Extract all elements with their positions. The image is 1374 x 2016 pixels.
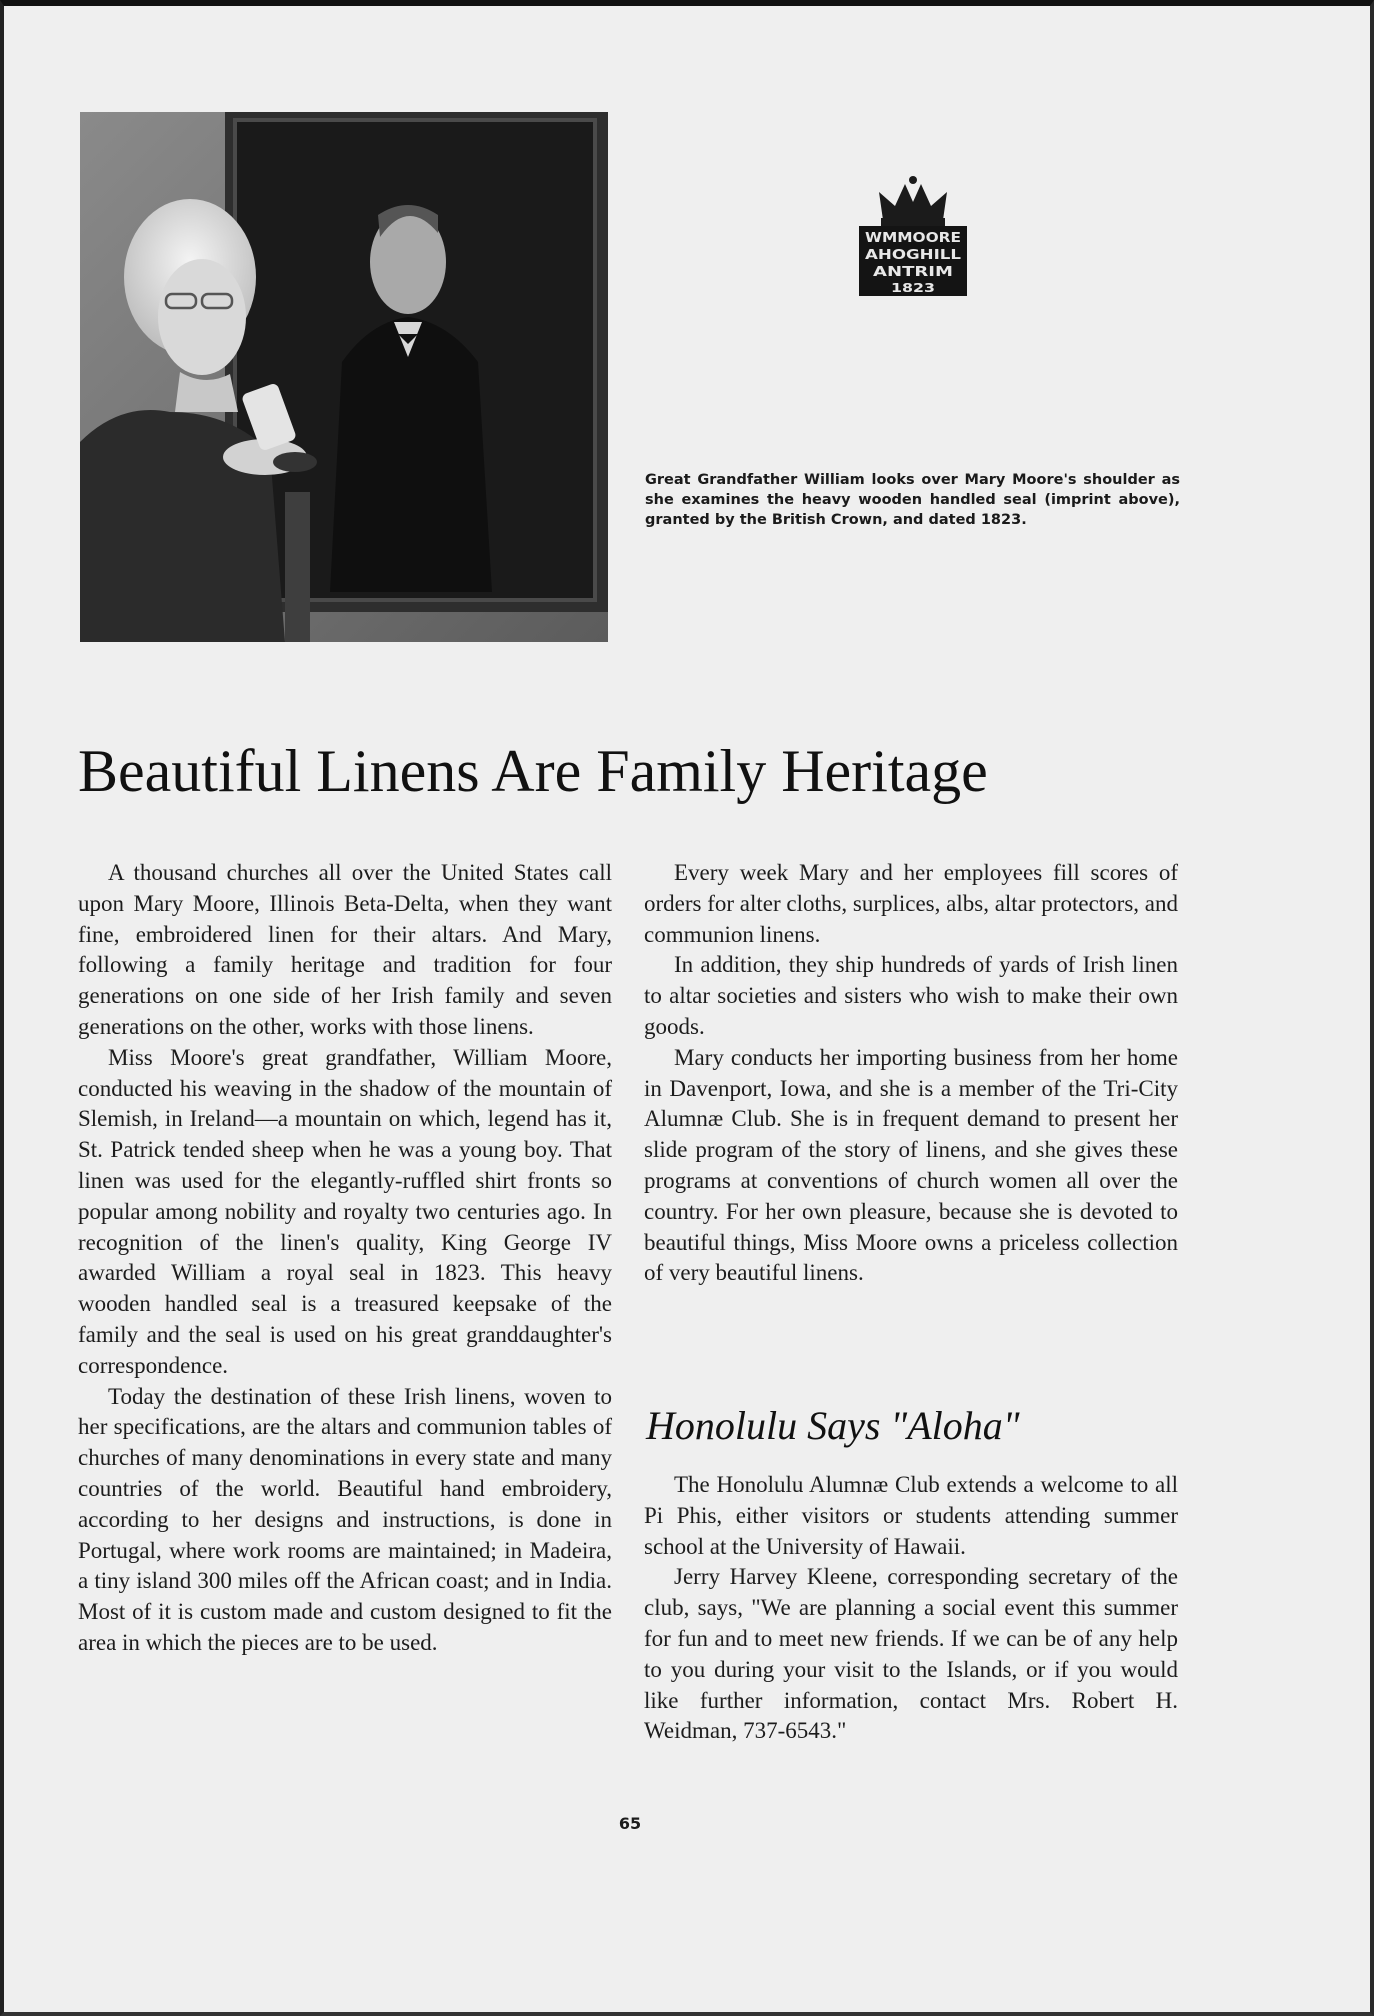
article-paragraph: A thousand churches all over the United States call upon Mary Moore, Illinois Beta-Delta, when they want fine, embroidered linen for their altars. And Mary, following a family heritage and tradition for four generations on one side of her Irish family and seven generations on the other, works with those linens.	[78, 860, 612, 1039]
honolulu-paragraph: The Honolulu Alumnæ Club extends a welcome to all Pi Phis, either visitors or students attending summer school at the University of Hawaii.	[644, 1472, 1178, 1559]
crown-icon	[879, 176, 947, 226]
photo-caption: Great Grandfather William looks over Mary Moore's shoulder as she examines the heavy wooden handled seal (imprint above), granted by the British Crown, and dated 1823.	[645, 472, 1180, 528]
article-title: Beautiful Linens Are Family Heritage	[78, 738, 988, 804]
article-paragraph: Miss Moore's great grandfather, William Moore, conducted his weaving in the shadow of the mountain of Slemish, in Ireland—a mountain on which, legend has it, St. Patrick tended sheep when he was a young boy. That linen was used for the elegantly-ruffled shirt fronts so popular among nobility and royalty two centuries ago. In recognition of the linen's quality, King George IV awarded William a royal seal in 1823. This heavy wooden handled seal is a treasured keepsake of the family and the seal is used on his great granddaughter's correspondence.	[78, 1044, 612, 1378]
honolulu-paragraph: Jerry Harvey Kleene, corresponding secretary of the club, says, "We are planning a social event this summer for fun and to meet new friends. If we can be of any help to you during your visit to the Islands, or if you would like further information, contact Mrs. Robert H. Weidman, 737-6543."	[644, 1564, 1178, 1744]
seal-line-1: WMMOORE	[865, 231, 961, 246]
honolulu-title: Honolulu Says "Aloha"	[646, 1403, 1020, 1448]
article-left-column	[78, 858, 612, 1659]
article-paragraph: In addition, they ship hundreds of yards of Irish linen to altar societies and sisters who wish to make their own goods.	[644, 952, 1178, 1039]
royal-seal-imprint	[853, 174, 973, 300]
article-paragraph: Mary conducts her importing business from her home in Davenport, Iowa, and she is a member of the Tri-City Alumnæ Club. She is in frequent demand to present her slide program of the story of linens, and she gives these programs at conventions of church women all over the country. For her own pleasure, because she is devoted to beautiful things, Miss Moore owns a priceless collection of very beautiful linens.	[644, 1044, 1178, 1286]
article-paragraph: Today the destination of these Irish linens, woven to her specifications, are the altars and communion tables of churches of many denominations in every state and many countries of the world. Beautiful hand embroidery, according to her designs and instructions, is done in Portugal, where work rooms are maintained; in Madeira, a tiny island 300 miles off the African coast; and in India. Most of it is custom made and custom designed to fit the area in which the pieces are to be used.	[78, 1383, 612, 1655]
article-right-column	[644, 858, 1178, 1289]
photo-mary-moore-with-portrait	[80, 112, 608, 642]
seal-line-2: AHOGHILL	[865, 248, 961, 263]
seal-line-3: ANTRIM	[873, 265, 953, 280]
article-paragraph: Every week Mary and her employees fill scores of orders for alter cloths, surplices, albs, altar protectors, and communion linens.	[644, 860, 1178, 947]
honolulu-column	[644, 1470, 1178, 1747]
page-number: 65	[618, 1814, 642, 1833]
seal-line-4: 1823	[891, 281, 935, 295]
